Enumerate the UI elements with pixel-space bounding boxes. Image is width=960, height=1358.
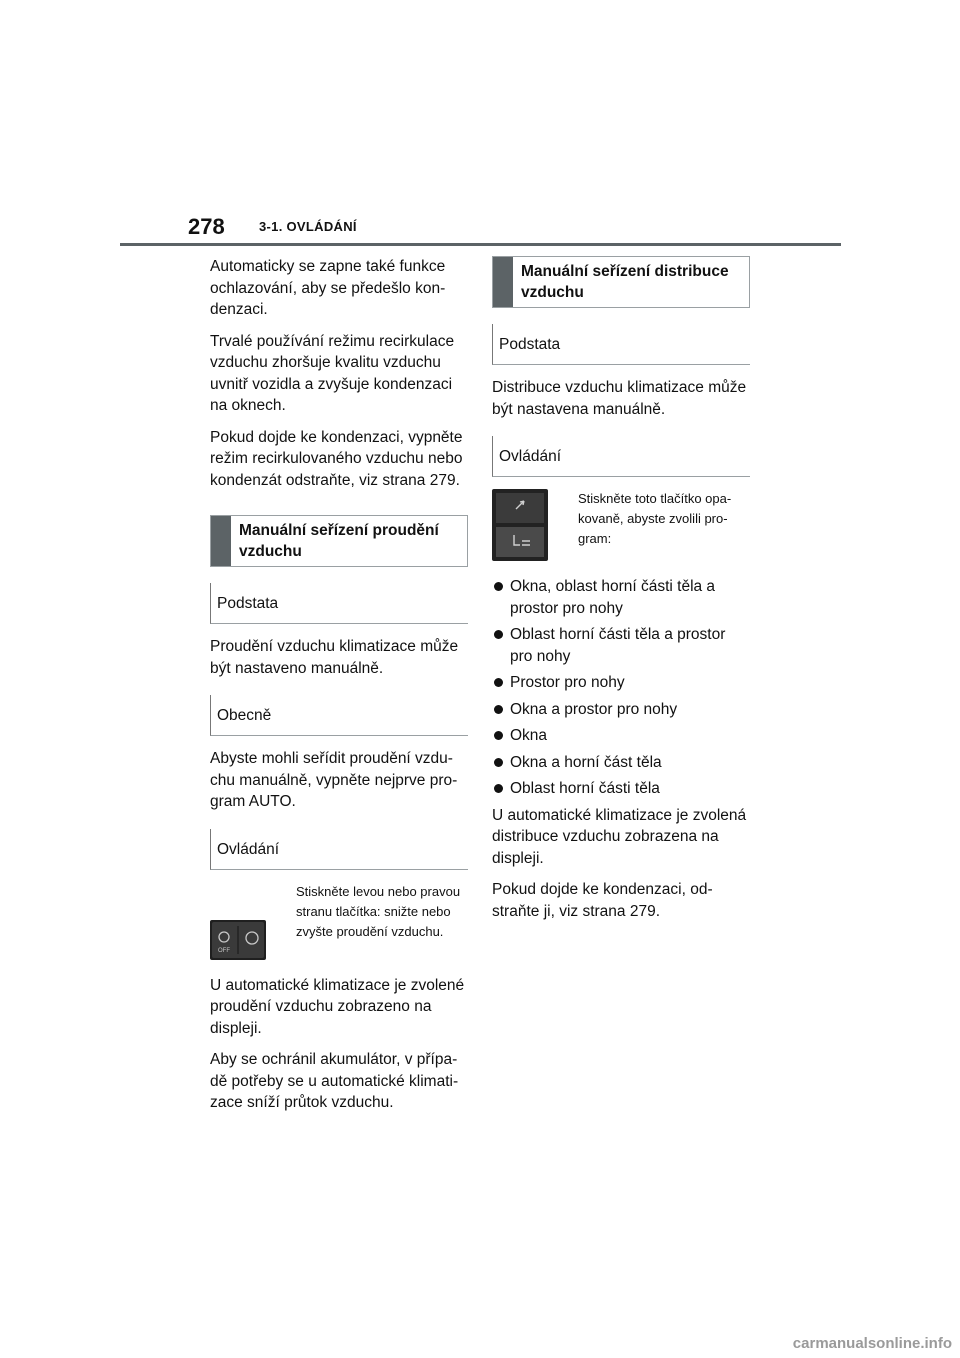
list-item: Prostor pro nohy [492,672,750,694]
list-item: Oblast horní části těla a prostor pro nohy [492,624,750,667]
heading-airflow: Manuální seřízení proudění vzduchu [239,522,439,560]
list-item: Okna a prostor pro nohy [492,699,750,721]
list-item: Okna, oblast horní části těla a prostor pro nohy [492,576,750,619]
intro-paragraph-1: Automaticky se zapne také funkce ochlazování, aby se předešlo kondenzaci. [210,258,446,318]
list-item: Oblast horní části těla [492,778,750,800]
heading-distribution: Manuální seřízení distribuce vzduchu [521,263,729,301]
heading-box-airflow [210,515,468,567]
distribution-control-row [492,489,750,566]
distribution-paragraph-3: Pokud dojde ke kondenzaci, odstraňte ji, viz strana 279. [492,881,713,920]
airflow-paragraph-1: Proudění vzduchu klimatizace může být nastaveno manuálně. [210,638,459,677]
air-distribution-button-image [492,489,548,561]
distribution-modes-list [492,576,750,800]
intro-paragraph-3: Pokud dojde ke kondenzaci, vypněte režim recirkulovaného vzduchu nebo kondenzát odstraňte, viz strana 279. [210,428,463,489]
distribution-paragraph-1: Distribuce vzduchu klimatizace může být nastavena manuálně. [492,379,747,418]
page-number: 278 [188,214,225,239]
fan-speed-button-image [210,920,266,960]
section-title: 3-1. OVLÁDÁNÍ [259,219,357,234]
intro-paragraph-2: Trvalé používání režimu recirkulace vzduchu zhoršuje kvalitu vzduchu uvnitř vozidla a zvyšuje kondenzaci na oknech. [210,332,455,414]
list-item: Okna [492,725,750,747]
airflow-paragraph-2: Abyste mohli seřídit proudění vzduchu manuálně, vypněte nejprve program AUTO. [210,750,458,810]
fan-control-note: Stiskněte levou nebo pravou stranu tlačítka: snižte nebo zvyšte proudění vzduchu. [296,883,461,939]
distribution-control-note: Stiskněte toto tlačítko opakovaně, abyste zvolili program: [578,491,732,546]
airflow-paragraph-3: U automatické klimatizace je zvolené proudění vzduchu zobrazeno na displeji. [210,976,465,1037]
subheading-ovladani: Ovládání [210,829,468,870]
distribution-paragraph-2: U automatické klimatizace je zvolená distribuce vzduchu zobrazena na displeji. [492,806,747,867]
fan-control-row [210,882,468,965]
subheading-obecne: Obecně [210,695,468,736]
heading-box-distribution [492,256,750,308]
left-column [210,256,468,1124]
heading-bar [493,257,513,307]
right-column [492,232,750,932]
list-item: Okna a horní část těla [492,752,750,774]
watermark: carmanualsonline.info [792,1335,952,1352]
subheading-podstata: Podstata [492,324,750,365]
airflow-paragraph-4: Aby se ochránil akumulátor, v případě potřeby se u automatické klimatizace sníží průtok vzduchu. [210,1051,459,1111]
subheading-ovladani: Ovládání [492,436,750,477]
heading-bar [211,516,231,566]
button-off-label: OFF [218,947,230,954]
subheading-podstata: Podstata [210,583,468,624]
